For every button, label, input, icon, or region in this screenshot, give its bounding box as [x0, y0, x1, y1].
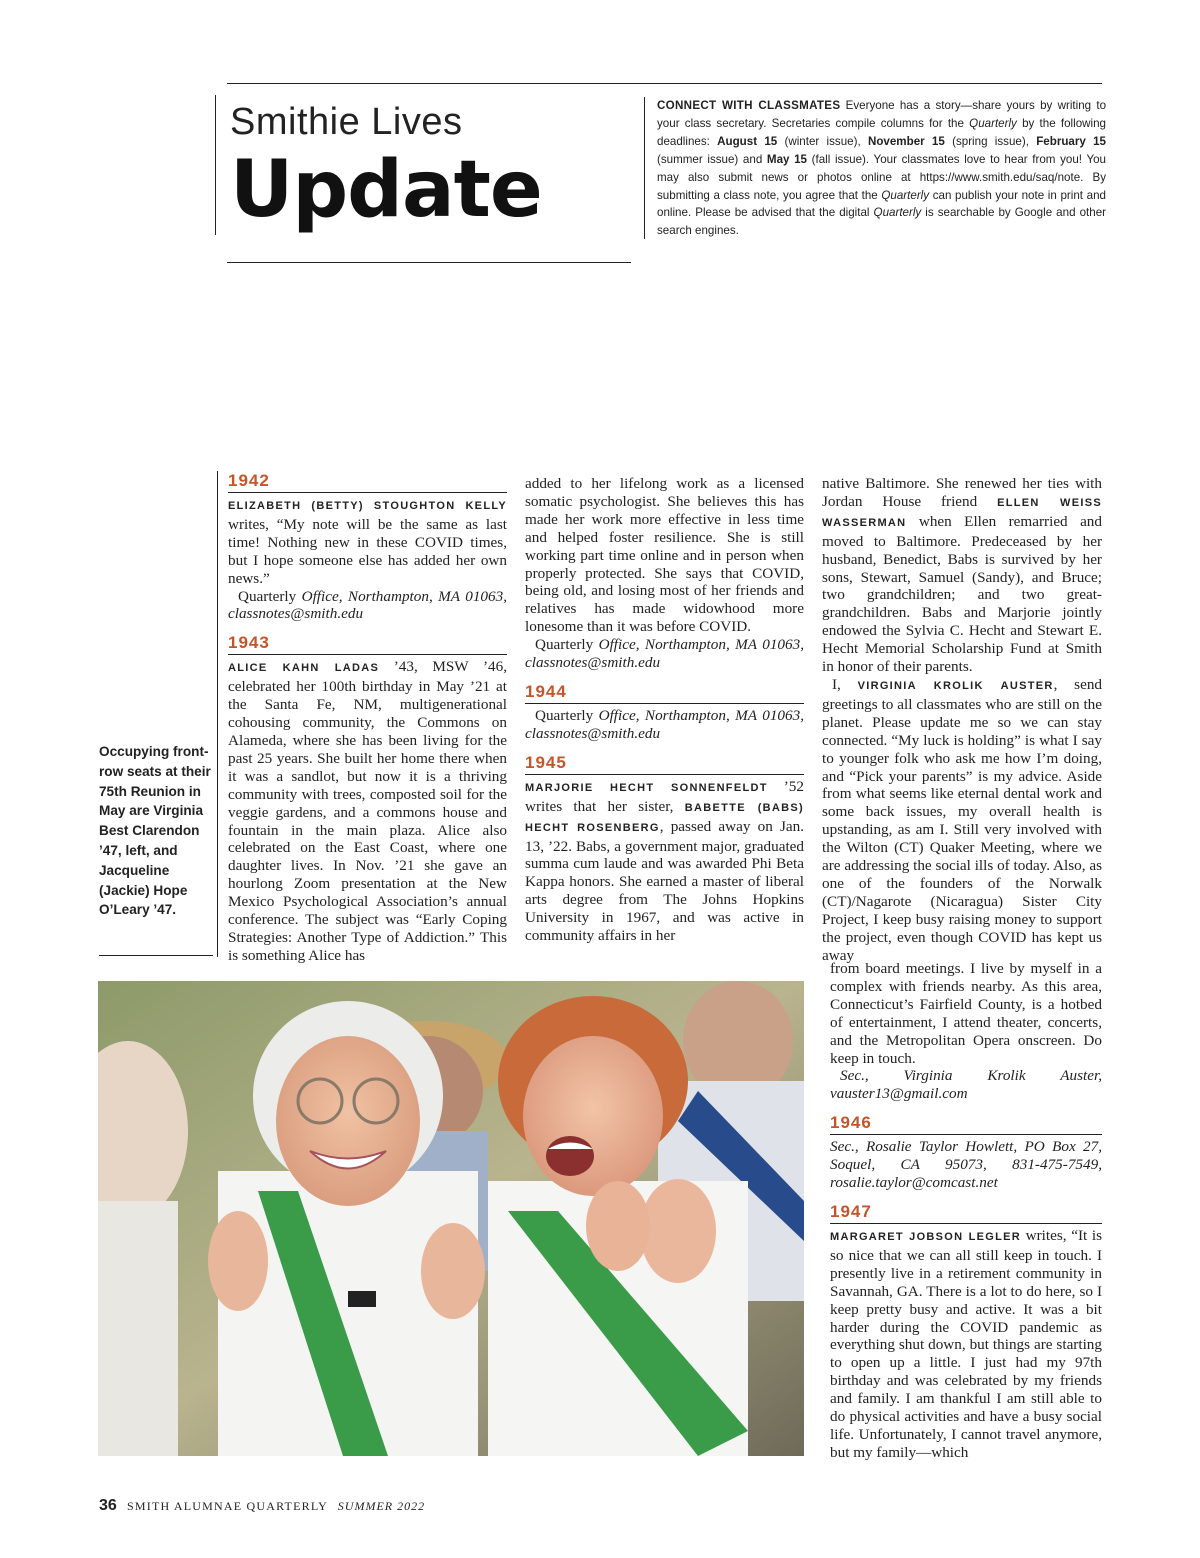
top-rule	[227, 83, 1102, 84]
note-text: , send greetings to all classmates who are still on the planet. Please update me so we can stay connected. “My luck is holding” is what I say to younger folk who ask me how I’m doing, and “Pick your parents” is my advice. Aside from what seems like eternal dental work and some back issues, my overall health is upstanding, as am I. Still very involved with the Wilton (CT) Quaker Meeting, where we are addressing the social ills of today. Also, as one of the founders of the Norwalk (CT)/Nagarote (Nicaragua) Sister City Project, I keep busy raising money to support the project, even though COVID has kept us away	[822, 675, 1103, 964]
office-address: Office, Northampton, MA 01063, classnotes@smith.edu	[525, 706, 804, 742]
connect-text: (fall issue). Your classmates love to hear from you! You may also submit news or photos online at https://www.smith.edu/saq/note. By submitting a class note, you agree that the	[657, 152, 1107, 202]
connect-text: is searchable by Google and other search engines.	[657, 206, 1106, 238]
quarterly-label: Quarterly	[535, 706, 594, 724]
page-footer	[99, 1497, 425, 1515]
note-text: ’43, MSW ’46, celebrated her 100th birthday in May ’21 at the Santa Fe, NM, multigenerational cohousing community, the Commons on Alameda, where she has been living for the past 25 years. She built her home there when it was a sandlot, but now it is a thriving community with trees, composted soil for the veggie gardens, and a commons house and fountain in the main plaza. Alice also celebrated on the East Coast, where one daughter lives. In Nov. ’21 she gave an hourlong Zoom presentation at the New Mexico Psychological Association’s annual conference. The subject was “Early Coping Strategies: Another Type of Addiction.” This is something Alice has	[228, 658, 507, 964]
classmate-name: ALICE KAHN LADAS	[228, 662, 380, 675]
classmate-name: ELLEN WEISS WASSERMAN	[822, 496, 1102, 529]
connect-text: by the following deadlines:	[657, 116, 1106, 148]
secretary-signature: Sec., Virginia Krolik Auster, vauster13@gmail.com	[830, 1067, 1102, 1103]
caption-rule	[99, 955, 213, 956]
connect-text: (winter issue),	[777, 134, 868, 148]
page-number: 36	[99, 1497, 117, 1514]
header-bottom-rule	[227, 262, 631, 263]
note-text: ’52 writes that her sister,	[525, 777, 804, 815]
class-year-1945: 1945	[525, 753, 804, 775]
office-address: Office, Northampton, MA 01063, classnotes@smith.edu	[228, 587, 507, 623]
section-kicker: Smithie Lives	[230, 101, 463, 143]
magazine-name: SMITH ALUMNAE QUARTERLY	[127, 1499, 328, 1513]
office-address: Office, Northampton, MA 01063, classnotes@smith.edu	[525, 636, 804, 672]
connect-text: can publish your note in print and online. Please be advised that the digital	[657, 188, 1106, 220]
deadline-summer: February 15	[1036, 134, 1106, 148]
connect-quarterly: Quarterly	[969, 116, 1017, 130]
class-year-1946: 1946	[830, 1113, 1102, 1135]
column-3-lower	[830, 960, 1102, 1462]
classmate-name: ELIZABETH (BETTY) STOUGHTON KELLY	[228, 500, 507, 512]
classmate-name: BABETTE (BABS) HECHT ROSENBERG	[525, 801, 804, 834]
note-text: added to her lifelong work as a licensed somatic psychologist. She believes this has made her work more effective in less time and helped foster resilience. She is still working part time online and in person when properly protected. She says that COVID, being old, and losing most of her friends and relatives has made widowhood more lonesome than it was before COVID.	[525, 475, 804, 636]
deadline-winter: August 15	[717, 134, 778, 148]
title-block	[215, 95, 635, 235]
connect-lead: CONNECT WITH CLASSMATES	[657, 99, 841, 112]
quarterly-label: Quarterly	[535, 636, 594, 654]
connect-text: (spring issue),	[944, 134, 1037, 148]
reunion-photo	[98, 981, 804, 1456]
note-text: writes, “It is so nice that we can all still keep in touch. I presently live in a retirement community in Savannah, GA. There is a lot to do here, so I keep pretty busy and active. It was a bit harder during the COVID pandemic as everything shut down, but things are starting to open up a little. I just had my 97th birthday and was celebrated by my friends and family. I am thankful I am still able to do physical activities and have a busy social life. Unfortunately, I cannot travel anymore, but my family—which	[830, 1226, 1102, 1461]
connect-text: Everyone has a story—share yours by writing to your class secretary. Secretaries compile columns for the	[657, 99, 1107, 130]
page-title: Update	[230, 145, 542, 235]
column-1	[228, 471, 507, 965]
quarterly-label: Quarterly	[238, 587, 297, 605]
column-3	[822, 475, 1102, 964]
column-2	[525, 475, 804, 945]
photo-caption: Occupying front-row seats at their 75th Reunion in May are Virginia Best Clarendon ’47, left, and Jacqueline (Jackie) Hope O’Leary ’47.	[99, 744, 211, 918]
connect-quarterly: Quarterly	[881, 188, 930, 202]
column-1-rule	[217, 471, 218, 957]
deadline-spring: November 15	[867, 134, 945, 148]
reunion-photo-illustration	[98, 981, 804, 1456]
issue-name: SUMMER 2022	[337, 1499, 426, 1513]
deadline-fall: May 15	[766, 152, 808, 166]
classmate-name: MARJORIE HECHT SONNENFELDT	[525, 781, 768, 794]
note-text: I,	[832, 675, 858, 693]
class-year-1947: 1947	[830, 1202, 1102, 1224]
connect-text: (summer issue) and	[657, 152, 767, 166]
class-year-1944: 1944	[525, 682, 804, 704]
classmate-name: VIRGINIA KROLIK AUSTER	[857, 679, 1054, 692]
class-year-1942: 1942	[228, 471, 507, 493]
secretary-signature: Sec., Rosalie Taylor Howlett, PO Box 27, Soquel, CA 95073, 831-475-7549, rosalie.taylor@comcast.net	[830, 1138, 1102, 1192]
note-text: native Baltimore. She renewed her ties with Jordan House friend	[822, 475, 1102, 510]
classmate-name: MARGARET JOBSON LEGLER	[830, 1230, 1022, 1243]
note-text: when Ellen remarried and moved to Baltimore. Predeceased by her husband, Benedict, Babs is survived by her sons, Stewart, Samuel (Sandy), and Bruce; two grandchildren; and two great-grandchildren. Babs and Marjorie jointly endowed the Sylvia C. Hecht and Stewart E. Hecht Memorial Scholarship Fund at Smith in honor of their parents.	[822, 512, 1102, 676]
connect-quarterly: Quarterly	[873, 206, 922, 220]
note-text: writes, “My note will be the same as last time! Nothing new in these COVID times, but I hope someone else has added her own news.”	[228, 515, 507, 587]
connect-with-classmates	[644, 97, 1106, 239]
class-year-1943: 1943	[228, 633, 507, 655]
note-text: , passed away on Jan. 13, ’22. Babs, a government major, graduated summa cum laude and was awarded Phi Beta Kappa honors. She earned a master of liberal arts degree from The Johns Hopkins University in 1967, and was active in community affairs in her	[525, 817, 805, 945]
note-text: from board meetings. I live by myself in a complex with friends nearby. As this area, Connecticut’s Fairfield County, is a hotbed of entertainment, I attend theater, concerts, and the Metropolitan Opera onscreen. Do keep in touch.	[830, 960, 1102, 1067]
